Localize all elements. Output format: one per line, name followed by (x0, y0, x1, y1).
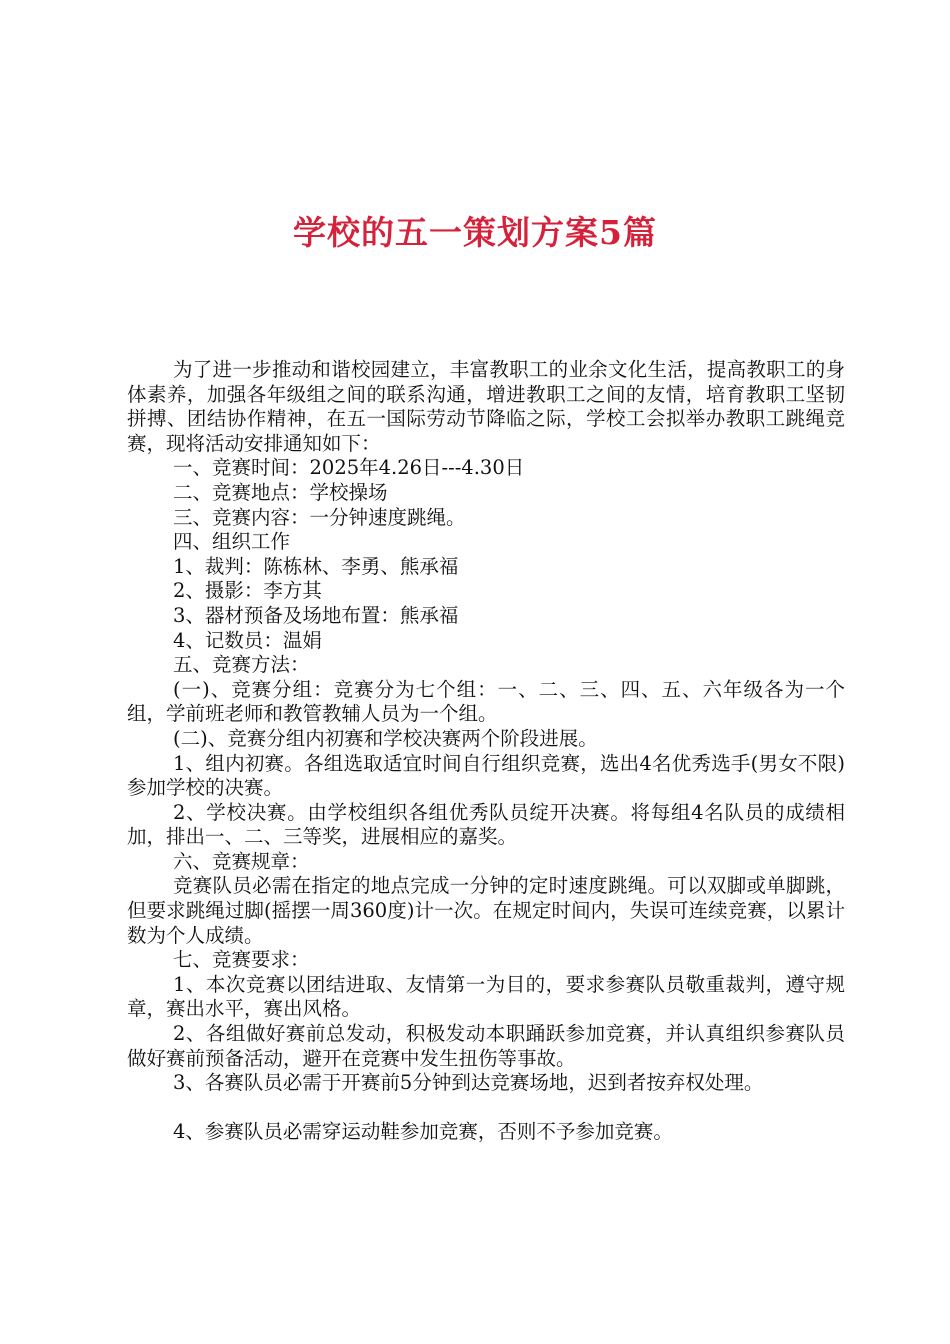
requirement-3: 3、各赛队员必需于开赛前5分钟到达竞赛场地，迟到者按弃权处理。 (173, 1071, 764, 1095)
competition-content: 三、竞赛内容：一分钟速度跳绳。 (173, 505, 466, 529)
requirement-4: 4、参赛队员必需穿运动鞋参加竞赛，否则不予参加竞赛。 (173, 1120, 673, 1144)
requirement-2: 2、各组做好赛前总发动，积极发动本职踊跃参加竞赛，并认真组织参赛队员做好赛前预备活动，避开在竞赛中发生扭伤等事故。 (127, 1022, 845, 1070)
method-grouping: (一)、竞赛分组：竞赛分为七个组：一、二、三、四、五、六年级各为一个组，学前班老师和教管教辅人员为一个组。 (127, 677, 845, 726)
list-item-referees: 1、裁判：陈栋林、李勇、熊承福 (173, 554, 459, 578)
method-preliminary: 1、组内初赛。各组选取适宜时间自行组织竞赛，选出4名优秀选手(男女不限)参加学校的决赛。 (127, 751, 845, 800)
document-title: 学校的五一策划方案5篇 (293, 213, 657, 252)
section-heading-requirements: 七、竞赛要求： (173, 948, 310, 972)
method-final: 2、学校决赛。由学校组织各组优秀队员绽开决赛。将每组4名队员的成绩相加，排出一、二、三等奖，进展相应的嘉奖。 (127, 800, 845, 849)
section-heading-organization: 四、组织工作 (173, 530, 291, 554)
competition-time: 一、竞赛时间：2025年4.26日---4.30日 (173, 456, 525, 480)
section-heading-rules: 六、竞赛规章： (173, 849, 310, 873)
section-heading-method: 五、竞赛方法： (173, 653, 310, 677)
document-body (127, 358, 845, 1145)
list-item-equipment: 3、器材预备及场地布置：熊承福 (173, 603, 459, 627)
list-item-scorekeeper: 4、记数员：温娟 (173, 628, 322, 652)
requirement-1: 1、本次竞赛以团结进取、友情第一为目的，要求参赛队员敬重裁判，遵守规章，赛出水平，赛出风格。 (127, 972, 845, 1021)
rules-paragraph: 竞赛队员必需在指定的地点完成一分钟的定时速度跳绳。可以双脚或单脚跳，但要求跳绳过脚(摇摆一周360度)计一次。在规定时间内，失误可连续竞赛，以累计数为个人成绩。 (127, 874, 845, 947)
list-item-photography: 2、摄影：李方其 (173, 579, 322, 603)
competition-location: 二、竞赛地点：学校操场 (173, 480, 388, 504)
method-stages: (二)、竞赛分组内初赛和学校决赛两个阶段进展。 (173, 726, 598, 750)
intro-paragraph: 为了进一步推动和谐校园建立，丰富教职工的业余文化生活，提高教职工的身体素养，加强各年级组之间的联系沟通，增进教职工之间的友情，培育教职工坚韧拼搏、团结协作精神，在五一国际劳动节降临之际，学校工会拟举办教职工跳绳竞赛，现将活动安排通知如下： (127, 358, 845, 455)
